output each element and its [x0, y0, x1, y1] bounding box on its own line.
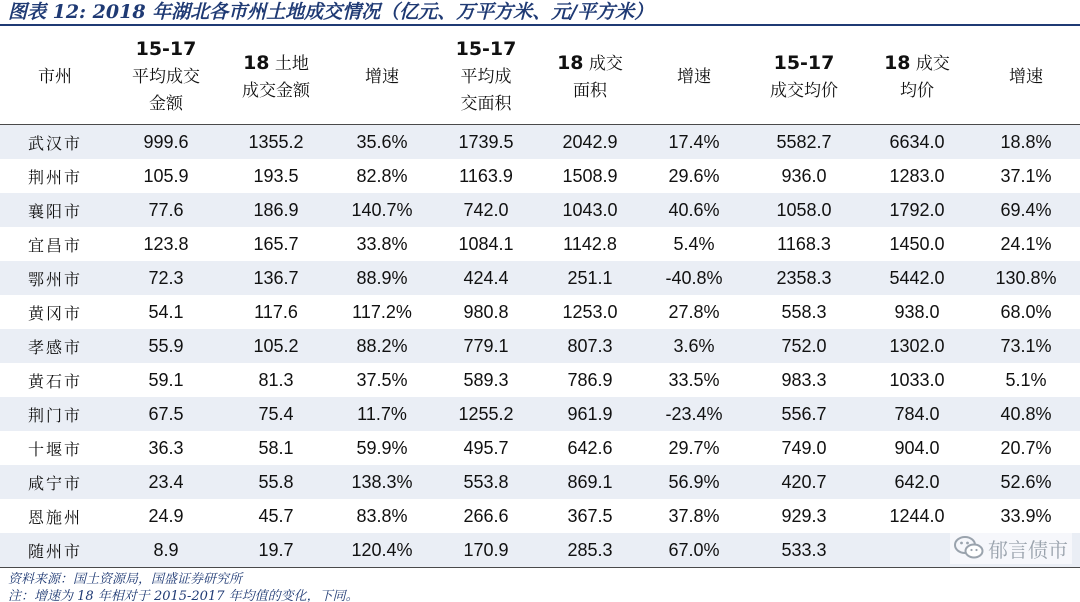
value-cell: 29.6% — [668, 165, 720, 186]
value-cell: 58.1 — [258, 437, 294, 458]
value-cell: 1163.9 — [459, 165, 513, 186]
value-cell: 752.0 — [746, 329, 862, 363]
value-cell: 81.3 — [258, 369, 294, 390]
value-cell: 72.3 — [110, 261, 222, 295]
value-cell: 40.6% — [642, 193, 746, 227]
value-cell: 1255.2 — [434, 397, 538, 431]
city-cell: 鄂州市 — [0, 261, 110, 295]
value-cell: 117.6 — [254, 301, 298, 322]
value-cell: 33.9% — [1000, 505, 1052, 526]
table-row — [0, 193, 1080, 227]
value-cell: 1043.0 — [538, 193, 642, 227]
value-cell: 170.9 — [434, 533, 538, 568]
value-cell: 77.6 — [110, 193, 222, 227]
value-cell: 5.1% — [1005, 369, 1047, 390]
value-cell: 140.7% — [330, 193, 434, 227]
value-cell: 642.6 — [567, 437, 613, 458]
value-cell: 82.8% — [356, 165, 408, 186]
value-cell: -23.4% — [642, 397, 746, 431]
city-cell: 宜昌市 — [27, 235, 82, 255]
table-row — [0, 533, 1080, 568]
city-cell: 荆州市 — [27, 167, 82, 187]
value-cell: 1302.0 — [862, 329, 972, 363]
header-year: 15-17 — [135, 38, 197, 60]
city-cell: 孝感市 — [0, 329, 110, 363]
value-cell: 37.1% — [1000, 165, 1052, 186]
value-cell: 1142.8 — [563, 233, 617, 254]
value-cell: 33.8% — [356, 233, 408, 254]
value-cell: 19.7 — [222, 533, 330, 568]
header-year: 15-17 — [455, 38, 517, 60]
table-row — [0, 397, 1080, 431]
value-cell: 3.6% — [642, 329, 746, 363]
value-cell: 999.6 — [110, 125, 222, 160]
value-cell: 1739.5 — [434, 125, 538, 160]
value-cell: 69.4% — [972, 193, 1080, 227]
value-cell: 37.8% — [668, 505, 720, 526]
value-cell: 5.4% — [673, 233, 715, 254]
value-cell: 130.8% — [972, 261, 1080, 295]
value-cell: 20.7% — [1000, 437, 1052, 458]
value-cell: 105.2 — [222, 329, 330, 363]
header-year: 18 — [884, 51, 911, 74]
value-cell: 961.9 — [538, 397, 642, 431]
value-cell: 17.4% — [642, 125, 746, 160]
value-cell: 5582.7 — [746, 125, 862, 160]
table-row — [0, 125, 1080, 160]
value-cell: 27.8% — [668, 301, 720, 322]
value-cell: 55.9 — [110, 329, 222, 363]
table-row — [0, 159, 1080, 193]
value-cell: 1058.0 — [746, 193, 862, 227]
value-cell: 929.3 — [781, 505, 827, 526]
value-cell: 807.3 — [538, 329, 642, 363]
value-cell: 589.3 — [463, 369, 509, 390]
value-cell: 33.5% — [668, 369, 720, 390]
value-cell: 56.9% — [642, 465, 746, 499]
column-header: 15-17 成交均价 — [746, 30, 862, 125]
value-cell: 24.9 — [148, 505, 184, 526]
wechat-icon — [954, 535, 984, 561]
value-cell: 123.8 — [143, 233, 189, 254]
value-cell: 5442.0 — [862, 261, 972, 295]
value-cell: 420.7 — [746, 465, 862, 499]
value-cell: 938.0 — [894, 301, 940, 322]
value-cell: 2042.9 — [538, 125, 642, 160]
city-cell: 襄阳市 — [0, 193, 110, 227]
value-cell: 67.5 — [110, 397, 222, 431]
value-cell: 784.0 — [862, 397, 972, 431]
value-cell: 495.7 — [463, 437, 509, 458]
land-transaction-table — [0, 30, 1080, 568]
city-cell: 武汉市 — [0, 125, 110, 160]
value-cell: 67.0% — [642, 533, 746, 568]
value-cell: 18.8% — [972, 125, 1080, 160]
value-cell: 40.8% — [972, 397, 1080, 431]
header-row — [0, 30, 1080, 125]
value-cell: 193.5 — [253, 165, 299, 186]
value-cell: 424.4 — [434, 261, 538, 295]
value-cell: 165.7 — [253, 233, 299, 254]
value-cell: 1450.0 — [889, 233, 945, 254]
table-row — [0, 431, 1080, 465]
value-cell: 1244.0 — [889, 505, 945, 526]
value-cell: 59.9% — [356, 437, 408, 458]
figure-title: 图表 12: 2018 年湖北各市州土地成交情况（亿元、万平方米、元/平方米） — [0, 0, 1080, 26]
value-cell: -40.8% — [642, 261, 746, 295]
column-header: 18 成交 面积 — [538, 30, 642, 125]
column-header: 15-17 平均成 交面积 — [434, 30, 538, 125]
value-cell: 1283.0 — [889, 165, 945, 186]
city-cell: 黄冈市 — [27, 303, 82, 323]
city-cell: 恩施州 — [27, 507, 82, 527]
value-cell: 24.1% — [1000, 233, 1052, 254]
value-cell: 936.0 — [781, 165, 827, 186]
value-cell: 1033.0 — [889, 369, 945, 390]
value-cell: 11.7% — [330, 397, 434, 431]
table-row — [0, 295, 1080, 329]
table-row — [0, 261, 1080, 295]
value-cell: 29.7% — [668, 437, 720, 458]
table-row — [0, 363, 1080, 397]
city-cell: 黄石市 — [27, 371, 82, 391]
value-cell: 980.8 — [463, 301, 509, 322]
value-cell: 266.6 — [463, 505, 509, 526]
value-cell: 1508.9 — [562, 165, 618, 186]
value-cell: 558.3 — [781, 301, 827, 322]
value-cell: 54.1 — [148, 301, 184, 322]
value-cell: 869.1 — [538, 465, 642, 499]
value-cell: 786.9 — [567, 369, 613, 390]
column-header: 15-17 平均成交 金额 — [110, 30, 222, 125]
value-cell: 1355.2 — [222, 125, 330, 160]
watermark-text: 郁言债市 — [988, 537, 1068, 562]
value-cell: 117.2% — [352, 301, 412, 322]
column-header: 增速 — [642, 30, 746, 125]
value-cell: 1168.3 — [777, 233, 831, 254]
column-header: 市州 — [0, 30, 110, 125]
value-cell: 1084.1 — [458, 233, 514, 254]
value-cell: 1253.0 — [562, 301, 618, 322]
value-cell: 35.6% — [330, 125, 434, 160]
value-cell: 136.7 — [222, 261, 330, 295]
value-cell: 59.1 — [148, 369, 184, 390]
value-cell: 1792.0 — [862, 193, 972, 227]
value-cell: 983.3 — [781, 369, 827, 390]
value-cell: 105.9 — [143, 165, 189, 186]
table-row — [0, 465, 1080, 499]
table-row — [0, 329, 1080, 363]
value-cell: 533.3 — [746, 533, 862, 568]
value-cell: 749.0 — [781, 437, 827, 458]
column-header: 增速 — [330, 30, 434, 125]
column-header: 18 土地 成交金额 — [222, 30, 330, 125]
value-cell: 8.9 — [110, 533, 222, 568]
value-cell: 83.8% — [356, 505, 408, 526]
city-cell: 十堰市 — [27, 439, 82, 459]
value-cell: 779.1 — [434, 329, 538, 363]
value-cell: 88.9% — [330, 261, 434, 295]
table-row — [0, 499, 1080, 533]
value-cell: 36.3 — [148, 437, 184, 458]
value-cell: 904.0 — [894, 437, 940, 458]
source-note: 资料来源：国土资源局，国盛证券研究所 — [8, 572, 243, 587]
value-cell: 6634.0 — [862, 125, 972, 160]
city-cell: 随州市 — [0, 533, 110, 568]
column-header: 18 成交 均价 — [862, 30, 972, 125]
header-year: 18 — [557, 51, 584, 74]
value-cell: 52.6% — [972, 465, 1080, 499]
value-cell: 88.2% — [330, 329, 434, 363]
value-cell: 23.4 — [110, 465, 222, 499]
value-cell: 120.4% — [330, 533, 434, 568]
value-cell: 75.4 — [222, 397, 330, 431]
column-header: 增速 — [972, 30, 1080, 125]
footnote: 注：增速为 18 年相对于 2015-2017 年均值的变化，下同。 — [8, 589, 359, 602]
value-cell: 68.0% — [1000, 301, 1052, 322]
value-cell: 37.5% — [356, 369, 408, 390]
value-cell: 367.5 — [567, 505, 613, 526]
value-cell: 55.8 — [222, 465, 330, 499]
value-cell: 45.7 — [258, 505, 294, 526]
table-body — [0, 125, 1080, 568]
value-cell: 2358.3 — [746, 261, 862, 295]
table-row — [0, 227, 1080, 261]
value-cell: 251.1 — [538, 261, 642, 295]
value-cell: 642.0 — [862, 465, 972, 499]
value-cell: 285.3 — [538, 533, 642, 568]
header-year: 15-17 — [773, 51, 835, 74]
value-cell: 553.8 — [434, 465, 538, 499]
value-cell: 186.9 — [222, 193, 330, 227]
value-cell: 556.7 — [746, 397, 862, 431]
value-cell: 73.1% — [972, 329, 1080, 363]
watermark — [950, 532, 1072, 564]
value-cell: 138.3% — [330, 465, 434, 499]
city-cell: 荆门市 — [0, 397, 110, 431]
header-year: 18 — [243, 51, 270, 74]
city-cell: 咸宁市 — [0, 465, 110, 499]
value-cell: 742.0 — [434, 193, 538, 227]
